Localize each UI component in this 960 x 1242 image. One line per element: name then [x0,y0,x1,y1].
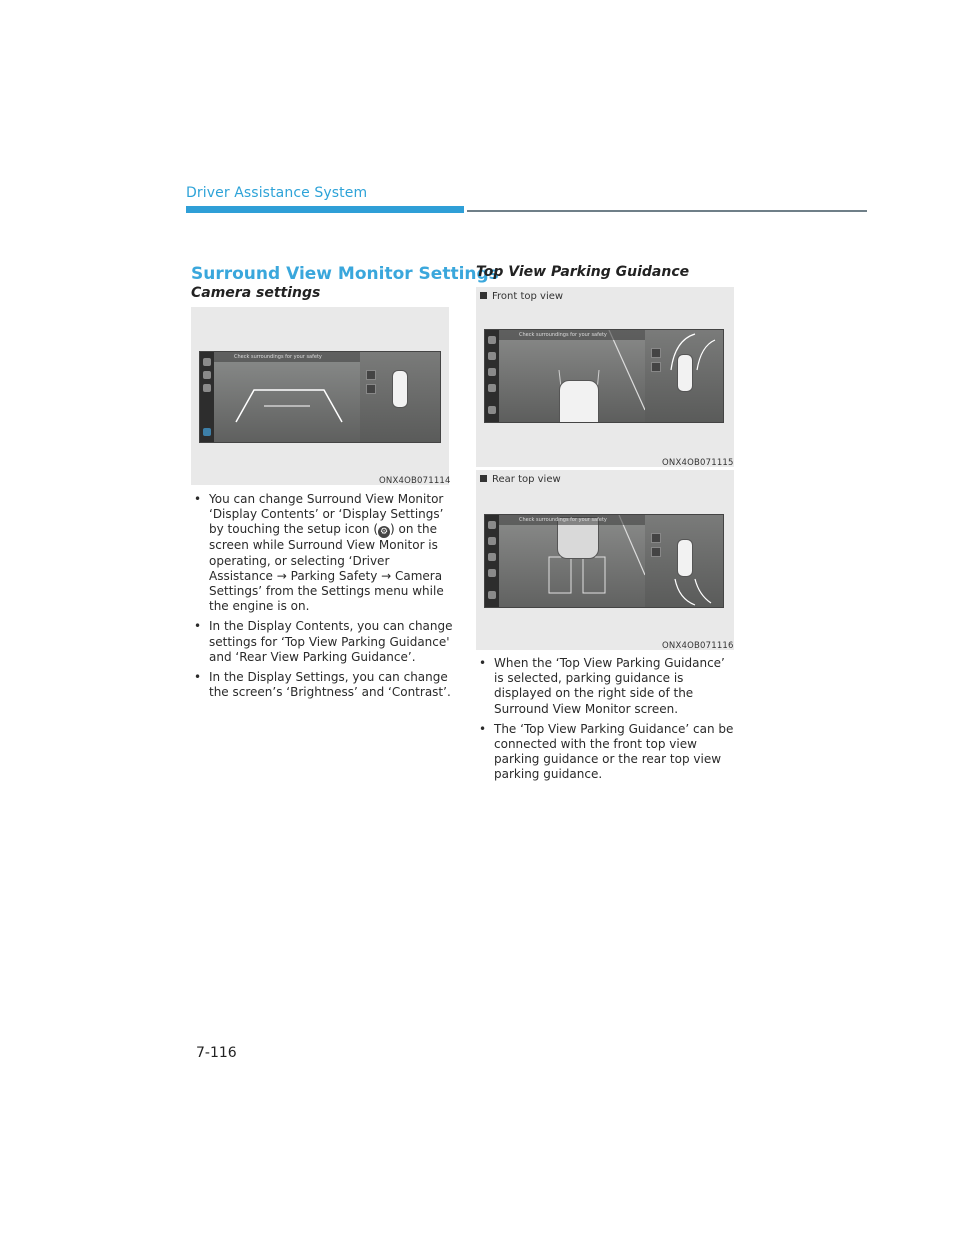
chapter-title: Driver Assistance System [186,185,368,201]
guidance-arcs [645,330,723,422]
sidebar-icon [488,553,496,561]
list-item: • In the Display Contents, you can change settings for ‘Top View Parking Guidance' and ‘Rear View Parking Guidance’. [191,619,453,665]
list-item: • In the Display Settings, you can change the screen’s ‘Brightness’ and ‘Contrast’. [191,670,453,700]
top-view [360,352,440,442]
guidance-arcs [645,515,723,607]
svm-screen [484,514,724,608]
zoom-out-button [366,384,376,394]
sidebar-icon [488,384,496,392]
top-view-guidance-list [476,656,738,788]
safety-banner: Check surroundings for your safety [214,352,440,362]
sidebar-icon [488,336,496,344]
sidebar-icon [488,537,496,545]
front-top-view-figure [476,287,734,467]
svm-screen [199,351,441,443]
top-view [645,515,723,607]
page-number: 7-116 [196,1045,237,1061]
sidebar-icon [488,368,496,376]
figure-code: ONX4OB071116 [662,641,734,651]
car-icon [559,380,599,423]
svm-sidebar [485,515,499,607]
sidebar-icon [488,591,496,599]
rear-top-view-figure [476,470,734,650]
parking-guidelines [214,352,360,442]
figure-code: ONX4OB071114 [379,476,451,486]
header-rule-accent [186,206,464,213]
rear-camera-view [499,515,645,607]
car-icon [392,370,408,408]
header-rule [467,210,867,212]
sidebar-icon [203,371,211,379]
front-camera-view [499,330,645,422]
list-item: • You can change Surround View Monitor ‘Display Contents’ or ‘Display Settings’ by touching the setup icon ( ⚙ ) on the screen while Surround View Monitor is operating, or selecting ‘Driver Assistance → Parking Safety → Camera Settings’ from the Settings menu while the engine is on. [191,492,453,614]
list-item: • When the ‘Top View Parking Guidance’ is selected, parking guidance is displayed on the right side of the Surround View Monitor screen. [476,656,738,717]
sidebar-icon [488,569,496,577]
subsection-title-top-view: Top View Parking Guidance [476,264,690,280]
svm-sidebar [200,352,214,442]
svm-sidebar [485,330,499,422]
list-item: • The ‘Top View Parking Guidance’ can be connected with the front top view parking guidance or the rear top view parking guidance. [476,722,738,783]
sidebar-icon [488,352,496,360]
setup-icon [203,428,211,436]
gear-icon: ⚙ [379,527,389,538]
section-title: Surround View Monitor Settings [191,264,499,284]
square-bullet-icon [480,475,487,482]
rear-camera-view [214,352,360,442]
square-bullet-icon [480,292,487,299]
figure-code: ONX4OB071115 [662,458,734,468]
camera-settings-list [191,492,453,705]
sidebar-icon [488,406,496,414]
subsection-title-camera-settings: Camera settings [191,285,321,301]
figure-caption: Front top view [480,291,563,302]
figure-caption: Rear top view [480,474,561,485]
top-view [645,330,723,422]
sidebar-icon [203,384,211,392]
safety-banner: Check surroundings for your safety [499,330,723,340]
safety-banner: Check surroundings for your safety [499,515,723,525]
svm-screen [484,329,724,423]
zoom-in-button [366,370,376,380]
sidebar-icon [488,521,496,529]
camera-settings-figure [191,307,449,485]
sidebar-icon [203,358,211,366]
